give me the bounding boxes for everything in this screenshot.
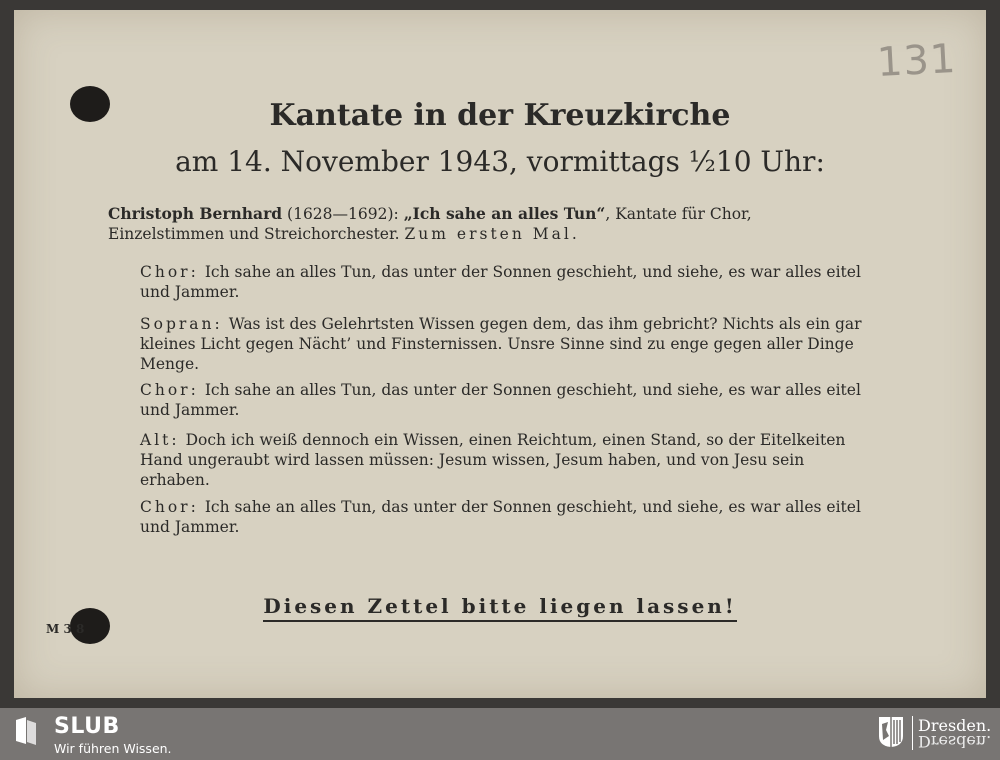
- section-text: Ich sahe an alles Tun, das unter der Sonnen geschieht, und siehe, es war alles eitel und Jammer.: [140, 498, 861, 536]
- text-section: [140, 262, 878, 302]
- text-section: [140, 380, 878, 420]
- composer-name: Christoph Bernhard: [108, 204, 283, 223]
- footer-note: [0, 594, 1000, 618]
- text-section: [140, 497, 878, 537]
- section-text: Ich sahe an alles Tun, das unter der Sonnen geschieht, und siehe, es war alles eitel und Jammer.: [140, 381, 861, 419]
- slub-tagline: Wir führen Wissen.: [54, 741, 172, 756]
- slub-name[interactable]: SLUB: [54, 714, 120, 739]
- composer-years: (1628—1692):: [282, 205, 404, 223]
- text-section: [140, 430, 878, 490]
- section-text: Was ist des Gelehrtsten Wissen gegen dem, das ihm gebricht? Nichts als ein gar kleines Licht gegen Nächt’ und Finsternissen. Unsre Sinne sind zu enge gegen aller Dinge Menge.: [140, 315, 862, 373]
- text-section: [140, 314, 878, 374]
- page-title: Kantate in der Kreuzkirche: [269, 98, 731, 133]
- archive-number: 131: [875, 35, 958, 87]
- dresden-name-mirror: Dresden.: [918, 732, 992, 751]
- intro-paragraph: [108, 204, 878, 244]
- voice-label: Chor:: [140, 381, 199, 399]
- work-title: „Ich sahe an alles Tun“: [403, 204, 606, 223]
- voice-label: Chor:: [140, 498, 199, 516]
- page-subtitle: am 14. November 1943, vormittags ½10 Uhr:: [175, 145, 825, 178]
- footer-note-text: Diesen Zettel bitte liegen lassen!: [263, 594, 736, 622]
- section-text: Ich sahe an alles Tun, das unter der Sonnen geschieht, und siehe, es war alles eitel und Jammer.: [140, 263, 861, 301]
- voice-label: Chor:: [140, 263, 199, 281]
- work-description: , Kantate für Chor,: [605, 205, 752, 223]
- dresden-crest-icon: [878, 716, 904, 748]
- voice-label: Alt:: [140, 431, 180, 449]
- slub-footer-bar: [0, 708, 1000, 760]
- first-time-note: Zum ersten Mal.: [404, 225, 580, 243]
- divider: [912, 716, 913, 750]
- print-code: M 3 8: [46, 622, 85, 636]
- work-description-2: Einzelstimmen und Streichorchester.: [108, 225, 405, 243]
- dresden-name[interactable]: Dresden.: [918, 716, 992, 735]
- section-text: Doch ich weiß dennoch ein Wissen, einen Reichtum, einen Stand, so der Eitelkeiten Hand ungeraubt wird lassen müssen: Jesum wissen, Jesum haben, und von Jesu sein erhaben.: [140, 431, 846, 489]
- voice-label: Sopran:: [140, 315, 223, 333]
- slub-logo-icon: [14, 716, 38, 746]
